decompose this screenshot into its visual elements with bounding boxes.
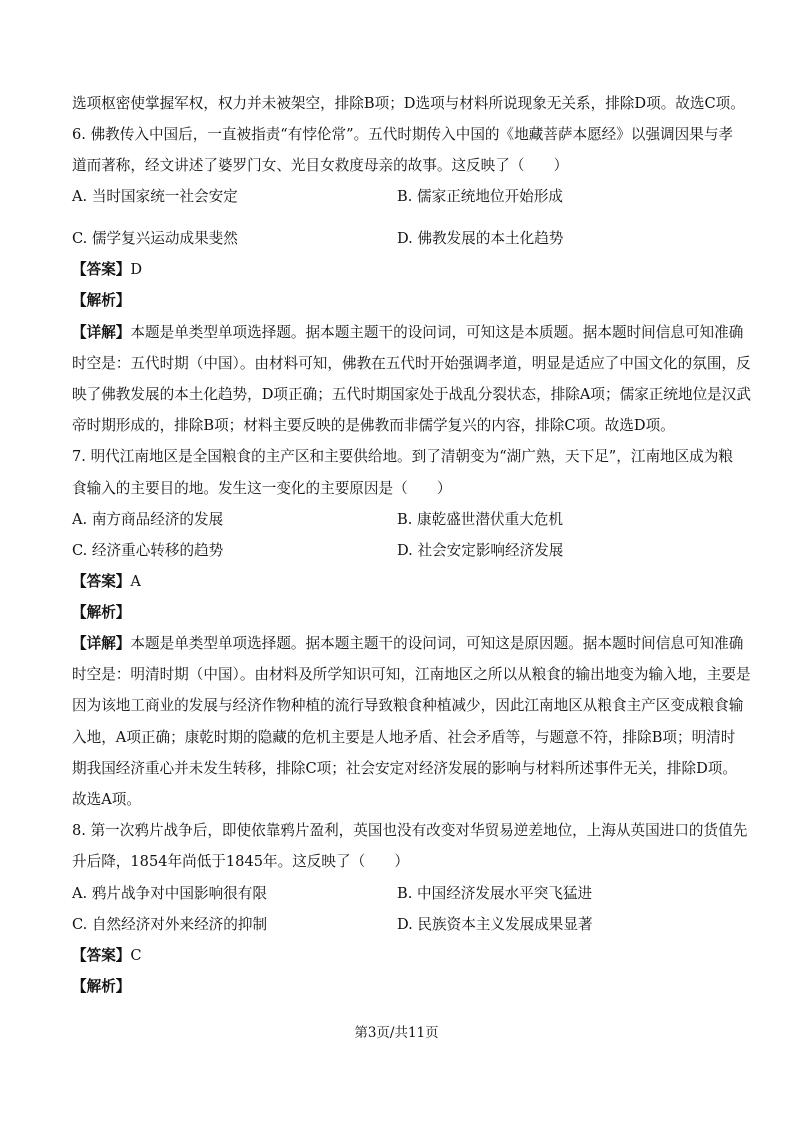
question-8-option-b: B. 中国经济发展水平突飞猛进: [397, 885, 593, 902]
question-8-analysis-tag: 【解析】: [72, 978, 131, 995]
detail-tag: 【详解】: [72, 324, 131, 341]
question-6-stem-line-1: 6. 佛教传入中国后，一直被指责“有悖伦常”。五代时期传入中国的《地藏菩萨本愿经》以强调因果与孝: [72, 126, 734, 143]
question-8-option-d: D. 民族资本主义发展成果显著: [397, 916, 593, 933]
question-7-option-c: C. 经济重心转移的趋势: [72, 542, 224, 559]
answer-value: D: [130, 261, 143, 278]
detail-tag: 【详解】: [72, 635, 131, 652]
question-6-analysis-tag: 【解析】: [72, 292, 131, 309]
question-6-detail-line-4: 帝时期形成的，排除B项；材料主要反映的是佛教而非儒学复兴的内容，排除C项。故选D项。: [72, 417, 675, 434]
previous-answer-tail: 选项枢密使掌握军权，权力并未被架空，排除B项；D选项与材料所说现象无关系，排除D项。故选C项。: [72, 95, 745, 112]
answer-tag: 【答案】: [72, 573, 131, 590]
question-7-option-d: D. 社会安定影响经济发展: [397, 542, 564, 559]
question-6-stem-line-2: 道而著称，经文讲述了婆罗门女、光目女救度母亲的故事。这反映了（ ）: [72, 157, 569, 174]
page-footer: 第3页/共11页: [354, 1025, 439, 1041]
question-6-option-b: B. 儒家正统地位开始形成: [397, 188, 563, 205]
detail-text: 本题是单类型单项选择题。据本题主题干的设问词，可知这是原因题。据本题时间信息可知准确: [130, 635, 744, 652]
question-7-stem-line-2: 食输入的主要目的地。发生这一变化的主要原因是（ ）: [72, 480, 452, 497]
detail-text: 本题是单类型单项选择题。据本题主题干的设问词，可知这是本质题。据本题时间信息可知准确: [130, 324, 744, 341]
question-7-detail-line-4: 入地，A项正确；康乾时期的隐藏的危机主要是人地矛盾、社会矛盾等，与题意不符，排除B项；明清时: [72, 729, 736, 746]
question-8-stem-line-2: 升后降，1854年尚低于1845年。这反映了（ ）: [72, 853, 409, 870]
question-7-detail-line-1: [72, 634, 744, 654]
answer-tag: 【答案】: [72, 947, 131, 964]
question-7-answer: [72, 572, 732, 592]
question-6-option-a: A. 当时国家统一社会安定: [72, 188, 238, 205]
question-7-detail-line-5: 期我国经济重心并未发生转移，排除C项；社会安定对经济发展的影响与材料所述事件无关，排除D项。: [72, 760, 737, 777]
question-6-detail-line-1: [72, 323, 744, 343]
question-8-option-a: A. 鸦片战争对中国影响很有限: [72, 885, 267, 902]
question-6-option-d: D. 佛教发展的本土化趋势: [397, 230, 564, 247]
question-8-answer: [72, 946, 732, 966]
question-7-detail-line-6: 故选A项。: [72, 791, 141, 808]
question-7-option-b: B. 康乾盛世潜伏重大危机: [397, 511, 563, 528]
answer-value: C: [130, 947, 142, 964]
question-6-answer: [72, 260, 732, 280]
question-8-stem-line-1: 8. 第一次鸦片战争后，即使依靠鸦片盈利，英国也没有改变对华贸易逆差地位，上海从英国进口的货值先: [72, 822, 748, 839]
question-6-option-c: C. 儒学复兴运动成果斐然: [72, 230, 238, 247]
question-7-option-a: A. 南方商品经济的发展: [72, 511, 224, 528]
answer-tag: 【答案】: [72, 261, 131, 278]
answer-value: A: [130, 573, 141, 590]
question-7-analysis-tag: 【解析】: [72, 604, 131, 621]
question-6-detail-line-3: 映了佛教发展的本土化趋势，D项正确；五代时期国家处于战乱分裂状态，排除A项；儒家正统地位是汉武: [72, 386, 751, 403]
question-6-detail-line-2: 时空是：五代时期（中国）。由材料可知，佛教在五代时开始强调孝道，明显是适应了中国文化的氛围，反: [72, 355, 751, 372]
question-7-stem-line-1: 7. 明代江南地区是全国粮食的主产区和主要供给地。到了清朝变为“湖广熟，天下足”，江南地区成为粮: [72, 448, 734, 465]
question-7-detail-line-3: 因为该地工商业的发展与经济作物种植的流行导致粮食种植减少，因此江南地区从粮食主产区变成粮食输: [72, 697, 744, 714]
question-7-detail-line-2: 时空是：明清时期（中国）。由材料及所学知识可知，江南地区之所以从粮食的输出地变为输入地，主要是: [72, 666, 751, 683]
question-8-option-c: C. 自然经济对外来经济的抑制: [72, 916, 268, 933]
